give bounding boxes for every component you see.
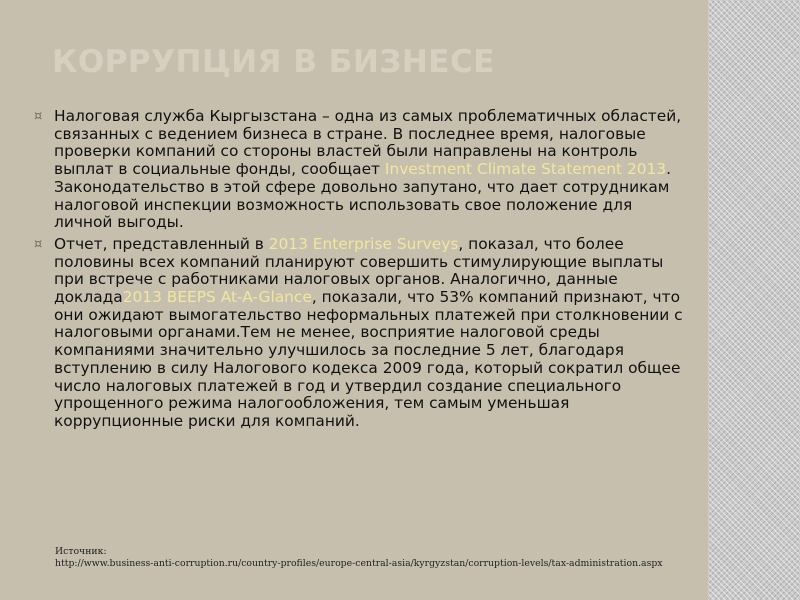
- source-url[interactable]: http://www.business-anti-corruption.ru/country-profiles/europe-central-asia/kyrgyzstan/corruption-levels/tax-administration.aspx: [55, 558, 663, 569]
- enterprise-surveys-link[interactable]: 2013 Enterprise Surveys: [268, 234, 459, 253]
- bullet-text: , показал, что более половины всех компаний планируют совершить стимулирующие выплаты при встрече с работниками налоговых органов. Аналогично, данные доклада: [54, 234, 664, 307]
- decorative-stripe: [708, 0, 800, 600]
- bullet-text: . Законодательство в этой сфере довольно запутано, что дает сотрудникам налоговой инспекции возможность использовать свое положение для личной выгоды.: [54, 160, 672, 232]
- source-label: Источник:: [55, 546, 107, 557]
- slide-title: КОРРУПЦИЯ В БИЗНЕСЕ: [52, 44, 495, 80]
- bullet-circle-icon: ¤: [34, 109, 43, 124]
- beeps-link[interactable]: 2013 BEEPS At-A-Glance: [122, 288, 312, 307]
- slide-content: [34, 108, 684, 435]
- bullet-item: [34, 108, 684, 232]
- bullet-circle-icon: ¤: [34, 236, 43, 252]
- investment-climate-link[interactable]: Investment Climate Statement 2013: [384, 160, 667, 179]
- source-citation: [55, 546, 695, 570]
- bullet-item: [34, 236, 684, 431]
- bullet-text: Отчет, представленный в: [54, 234, 269, 253]
- bullet-text: Налоговая служба Кыргызстана – одна из самых проблематичных областей, связанных с ведением бизнеса в стране. В последнее время, налоговые проверки компаний со стороны властей были направлены на контроль выплат в социальные фонды, сообщает: [54, 107, 682, 179]
- bullet-text: , показали, что 53% компаний признают, что они ожидают вымогательство неформальных платежей при столкновении с налоговыми органами.Тем не менее, восприятие налоговой среды компаниями значительно улучшилось за последние 5 лет, благодаря вступлению в силу Налогового кодекса 2009 года, который сократил общее число налоговых платежей в год и утвердил создание специального упрощенного режима налогообложения, тем самым уменьшая коррупционные риски для компаний.: [54, 288, 683, 430]
